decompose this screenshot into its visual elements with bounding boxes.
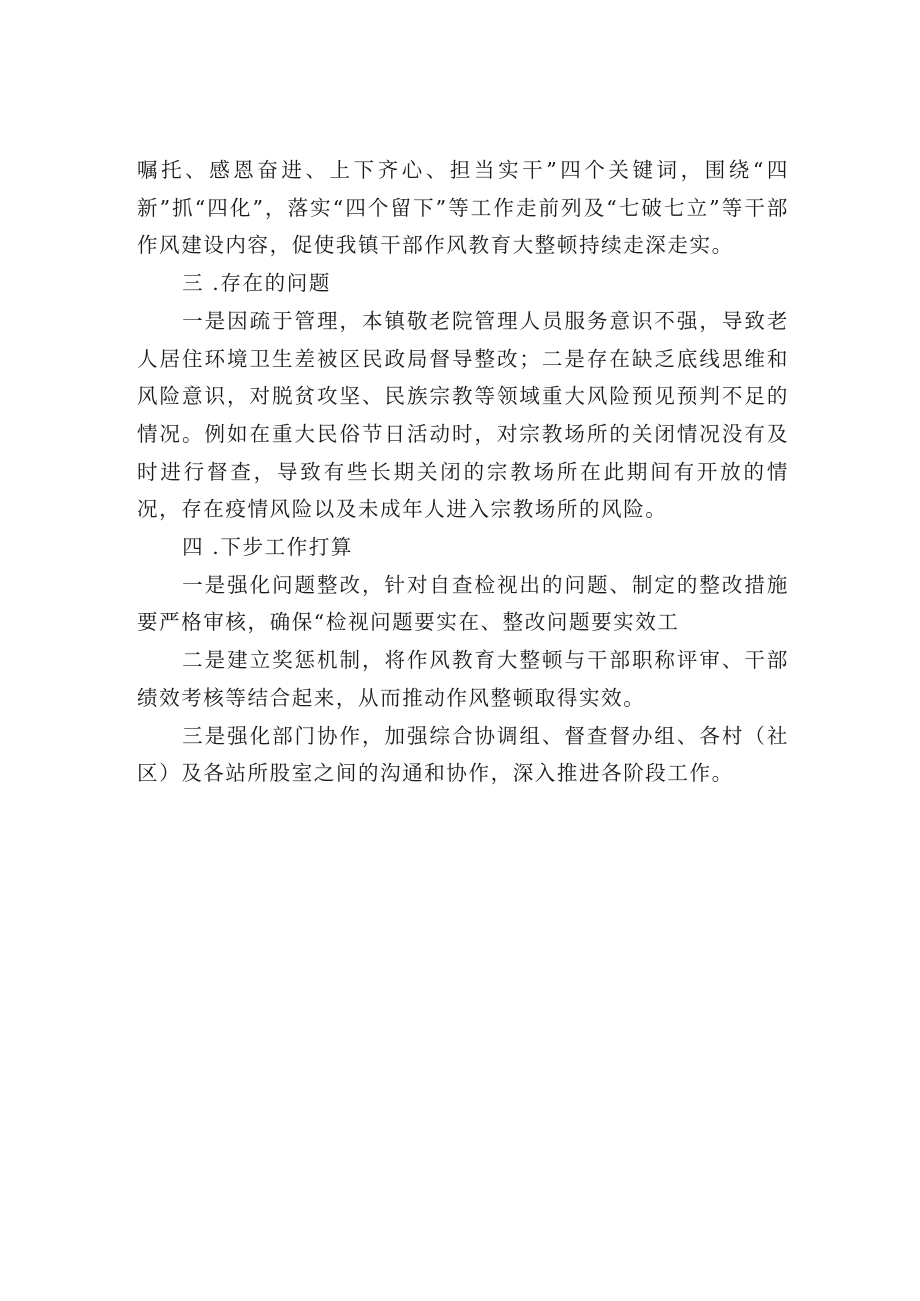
section-heading-next-steps: 四 .下步工作打算 [182, 535, 354, 560]
paragraph-problems: 一是因疏于管理，本镇敬老院管理人员服务意识不强，导致老人居住环境卫生差被区民政局督导整改；二是存在缺乏底线思维和风险意识，对脱贫攻坚、民族宗教等领域重大风险预见预判不足的情况。例如在重大民俗节日活动时，对宗教场所的关闭情况没有及时进行督查，导致有些长期关闭的宗教场所在此期间有开放的情况，存在疫情风险以及未成年人进入宗教场所的风险。 [137, 308, 789, 522]
document-body [137, 152, 789, 793]
paragraph-reward-mechanism: 二是建立奖惩机制，将作风教育大整顿与干部职称评审、干部绩效考核等结合起来，从而推动作风整顿取得实效。 [137, 648, 789, 710]
paragraph-coordination: 三是强化部门协作，加强综合协调组、督查督办组、各村（社区）及各站所股室之间的沟通和协作，深入推进各阶段工作。 [137, 723, 789, 786]
paragraph-rectification: 一是强化问题整改，针对自查检视出的问题、制定的整改措施要严格审核，确保“检视问题要实在、整改问题要实效工 [137, 572, 789, 635]
paragraph-continuation: 嘱托、感恩奋进、上下齐心、担当实干”四个关键词，围绕“四新”抓“四化”，落实“四个留下”等工作走前列及“七破七立”等干部作风建设内容，促使我镇干部作风教育大整顿持续走深走实。 [137, 158, 789, 258]
section-heading-problems: 三 .存在的问题 [182, 271, 331, 296]
